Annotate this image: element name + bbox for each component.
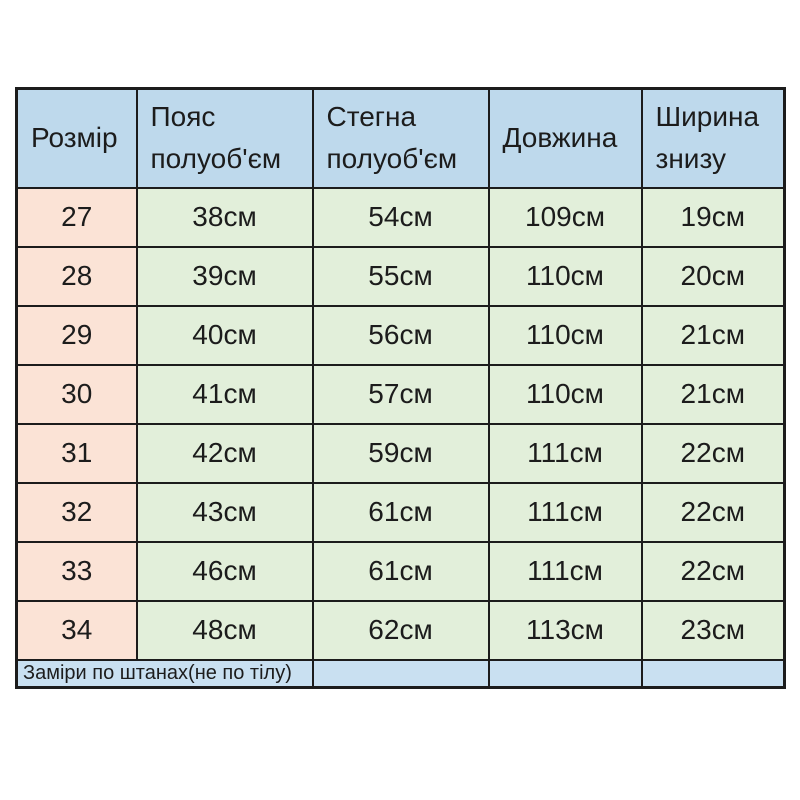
table-row: [17, 365, 785, 424]
header-waist-line1: Пояс: [150, 101, 216, 133]
header-hips-line1: Стегна: [326, 101, 417, 133]
table-row: [17, 247, 785, 306]
size-cell: 30: [17, 365, 137, 424]
footer-empty-cell: [489, 660, 642, 688]
bottom-width-cell: 22см: [642, 424, 785, 483]
waist-cell: 42см: [137, 424, 313, 483]
table-row: [17, 188, 785, 247]
header-row: [17, 89, 785, 188]
bottom-width-cell: 20см: [642, 247, 785, 306]
table-row: [17, 306, 785, 365]
bottom-width-cell: 23см: [642, 601, 785, 660]
waist-cell: 46см: [137, 542, 313, 601]
footer-empty-cell: [642, 660, 785, 688]
header-waist-line2: полуоб'єм: [150, 143, 282, 175]
size-chart-table: [15, 87, 786, 689]
size-cell: 27: [17, 188, 137, 247]
header-size-line1: Розмір: [31, 122, 118, 154]
bottom-width-cell: 21см: [642, 365, 785, 424]
footer-note: Заміри по штанах(не по тілу): [17, 660, 313, 688]
length-cell: 110см: [489, 247, 642, 306]
footer-empty-cell: [313, 660, 489, 688]
column-header-hips: [313, 89, 489, 188]
bottom-width-cell: 19см: [642, 188, 785, 247]
bottom-width-cell: 21см: [642, 306, 785, 365]
size-cell: 28: [17, 247, 137, 306]
length-cell: 111см: [489, 542, 642, 601]
length-cell: 109см: [489, 188, 642, 247]
footer-row: [17, 660, 785, 688]
hips-cell: 59см: [313, 424, 489, 483]
column-header-bottom-width: [642, 89, 785, 188]
hips-cell: 55см: [313, 247, 489, 306]
hips-cell: 54см: [313, 188, 489, 247]
table-row: [17, 483, 785, 542]
waist-cell: 39см: [137, 247, 313, 306]
length-cell: 113см: [489, 601, 642, 660]
size-cell: 29: [17, 306, 137, 365]
column-header-length: [489, 89, 642, 188]
hips-cell: 56см: [313, 306, 489, 365]
waist-cell: 38см: [137, 188, 313, 247]
hips-cell: 61см: [313, 483, 489, 542]
waist-cell: 41см: [137, 365, 313, 424]
column-header-waist: [137, 89, 313, 188]
size-cell: 34: [17, 601, 137, 660]
column-header-size: [17, 89, 137, 188]
length-cell: 111см: [489, 424, 642, 483]
header-length-line1: Довжина: [502, 122, 618, 154]
table-row: [17, 601, 785, 660]
length-cell: 110см: [489, 365, 642, 424]
bottom-width-cell: 22см: [642, 542, 785, 601]
header-hips-line2: полуоб'єм: [326, 143, 458, 175]
size-cell: 32: [17, 483, 137, 542]
size-cell: 31: [17, 424, 137, 483]
length-cell: 111см: [489, 483, 642, 542]
table-row: [17, 542, 785, 601]
table-row: [17, 424, 785, 483]
hips-cell: 62см: [313, 601, 489, 660]
header-bottom-line2: знизу: [655, 143, 726, 175]
header-bottom-line1: Ширина: [655, 101, 760, 133]
hips-cell: 61см: [313, 542, 489, 601]
waist-cell: 43см: [137, 483, 313, 542]
length-cell: 110см: [489, 306, 642, 365]
size-cell: 33: [17, 542, 137, 601]
hips-cell: 57см: [313, 365, 489, 424]
waist-cell: 48см: [137, 601, 313, 660]
waist-cell: 40см: [137, 306, 313, 365]
bottom-width-cell: 22см: [642, 483, 785, 542]
